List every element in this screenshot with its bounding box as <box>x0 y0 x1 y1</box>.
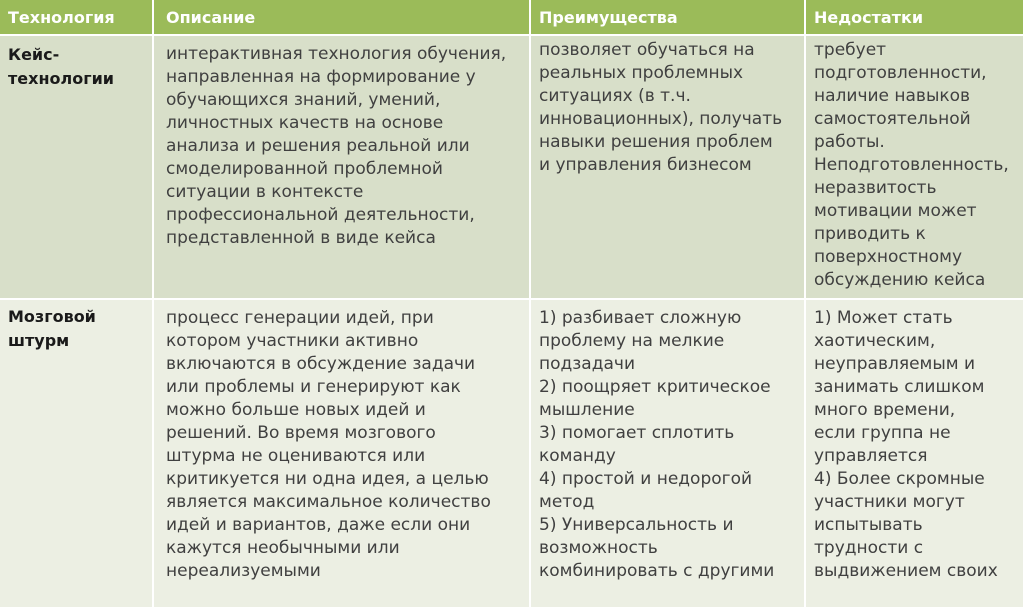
table-row <box>0 299 1024 608</box>
table-row <box>0 35 1024 299</box>
description-cell: интерактивная технология обучения, направленная на формирование у обучающихся знаний, умений, личностных качеств на основе анализа и решения реальной или смоделированной проблемной ситуации в контексте профессиональной деятельности, представленной в виде кейса <box>153 35 530 299</box>
header-technology: Технология <box>0 0 153 35</box>
header-advantages: Преимущества <box>530 0 805 35</box>
header-description: Описание <box>153 0 530 35</box>
technology-cell: Мозговой штурм <box>0 299 153 608</box>
disadvantages-cell: требует подготовленности, наличие навыков самостоятельной работы. Неподготовленность, неразвитость мотивации может приводить к поверхностному обсуждению кейса <box>805 35 1024 299</box>
technology-cell: Кейс- технологии <box>0 35 153 299</box>
disadvantages-cell: 1) Может стать хаотическим, неуправляемым и занимать слишком много времени, если группа не управляется 4) Более скромные участники могут испытывать трудности с выдвижением своих <box>805 299 1024 608</box>
advantages-cell: 1) разбивает сложную проблему на мелкие подзадачи 2) поощряет критическое мышление 3) помогает сплотить команду 4) простой и недорогой метод 5) Универсальность и возможность комбинировать с другими <box>530 299 805 608</box>
header-disadvantages: Недостатки <box>805 0 1024 35</box>
header-row <box>0 0 1024 35</box>
advantages-cell: позволяет обучаться на реальных проблемных ситуациях (в т.ч. инновационных), получать навыки решения проблем и управления бизнесом <box>530 35 805 299</box>
description-cell: процесс генерации идей, при котором участники активно включаются в обсуждение задачи или проблемы и генерируют как можно больше новых идей и решений. Во время мозгового штурма не оцениваются или критикуется ни одна идея, а целью является максимальное количество идей и вариантов, даже если они кажутся необычными или нереализуемыми <box>153 299 530 608</box>
